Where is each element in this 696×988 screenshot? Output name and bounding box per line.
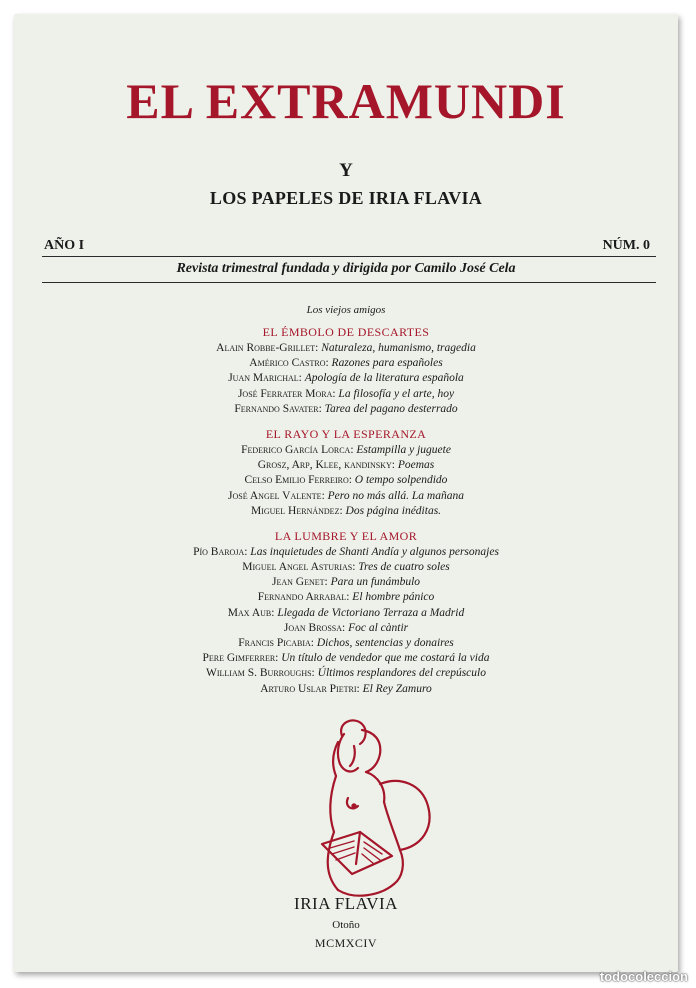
toc-author: Joan Brossa:: [283, 621, 346, 634]
toc-entry: [14, 560, 678, 575]
toc-heading: EL ÉMBOLO DE DESCARTES: [262, 325, 430, 339]
toc-author: Alain Robbe-Grillet:: [216, 342, 319, 354]
toc-entry: [14, 458, 678, 473]
publisher-name: IRIA FLAVIA: [294, 894, 398, 913]
magazine-title: EL EXTRAMUNDI: [126, 73, 566, 129]
toc-work: Dichos, sentencias y donaires: [316, 637, 454, 649]
toc-author: Arturo Uslar Pietri:: [260, 682, 360, 695]
toc-entry: [14, 473, 678, 488]
toc-work: Tarea del pagano desterrado: [324, 402, 458, 415]
toc-entry: [14, 545, 678, 560]
toc-entry: [14, 575, 678, 590]
table-of-contents: [14, 324, 678, 697]
toc-author: José Ferrater Mora:: [237, 387, 336, 400]
toc-work: Llegada de Victoriano Terraza a Madrid: [277, 606, 465, 619]
tagline: Revista trimestral fundada y dirigida por Camilo José Cela: [176, 261, 516, 276]
toc-author: Grosz, Arp, Klee, kandinsky:: [257, 459, 395, 472]
toc-work: La filosofía y el arte, hoy: [338, 387, 455, 400]
toc-work: El Rey Zamuro: [362, 682, 432, 695]
toc-heading: LA LUMBRE Y EL AMOR: [274, 528, 418, 543]
toc-author: José Angel Valente:: [228, 489, 325, 502]
toc-work: Poemas: [397, 459, 435, 472]
toc-work: Apología de la literatura española: [304, 372, 464, 385]
toc-work: Últimos resplandores del crepúsculo: [317, 667, 486, 680]
toc-entry: [14, 371, 678, 386]
reading-figure-illustration: [282, 714, 452, 914]
toc-entry: [14, 341, 678, 356]
toc-work: Estampilla y juguete: [356, 443, 451, 456]
toc-author: Celso Emilio Ferreiro:: [244, 474, 352, 487]
toc-work: Dos página inéditas.: [345, 504, 442, 517]
toc-entry: [14, 356, 678, 371]
toc-entry: [14, 489, 678, 504]
toc-work: Las inquietudes de Shanti Andía y algunos personajes: [250, 545, 499, 558]
toc-work: Naturaleza, humanismo, tragedia: [321, 342, 476, 354]
toc-entry: [14, 387, 678, 402]
year-label: AÑO I: [44, 238, 85, 253]
section-gap: [14, 519, 678, 528]
watermark-text: todocoleccion: [599, 969, 688, 984]
magazine-cover: [14, 14, 678, 972]
toc-author: Fernando Savater:: [234, 402, 322, 415]
toc-entry: [14, 504, 678, 519]
toc-work: Pero no más allá. La mañana: [327, 489, 464, 502]
toc-author: Max Aub:: [227, 606, 275, 619]
toc-entry: [14, 590, 678, 605]
toc-author: Pío Baroja:: [193, 545, 248, 558]
toc-work: Un título de vendedor que me costará la vida: [281, 652, 490, 665]
toc-entry: [14, 443, 678, 458]
season-label: Otoño: [332, 919, 360, 931]
magazine-subtitle: LOS PAPELES DE IRIA FLAVIA: [209, 188, 483, 208]
toc-author: Miguel Hernández:: [250, 504, 343, 517]
toc-author: Pere Gimferrer:: [202, 652, 279, 665]
toc-work: Para un funámbulo: [330, 576, 421, 589]
toc-entry: [14, 666, 678, 681]
toc-entry: [14, 636, 678, 651]
toc-author: Miguel Angel Asturias:: [242, 561, 356, 574]
toc-entry: [14, 621, 678, 636]
publication-year: MCMXCIV: [314, 936, 378, 950]
toc-author: Jean Genet:: [271, 576, 328, 589]
title-conjunction: Y: [339, 160, 353, 181]
toc-author: Fernando Arrabal:: [257, 591, 350, 604]
toc-entry: [14, 651, 678, 666]
toc-work: O tempo solpendido: [354, 474, 448, 487]
toc-entry: [14, 606, 678, 621]
toc-work: Tres de cuatro soles: [358, 561, 450, 574]
toc-work: Razones para españoles: [331, 357, 443, 370]
toc-heading: EL RAYO Y LA ESPERANZA: [265, 426, 427, 441]
toc-section-title: Los viejos amigos: [306, 304, 386, 316]
toc-entry: [14, 402, 678, 417]
issue-number: NÚM. 0: [602, 238, 650, 253]
header-rule-top: [42, 256, 656, 257]
toc-work: El hombre pánico: [352, 591, 435, 604]
toc-work: Foc al càntir: [348, 621, 409, 634]
toc-entry: [14, 682, 678, 697]
toc-author: Juan Marichal:: [228, 372, 302, 385]
header-rule-bottom: [42, 282, 656, 283]
toc-author: Federico García Lorca:: [241, 443, 354, 456]
toc-author: William S. Burroughs:: [206, 667, 315, 680]
toc-author: Francis Picabia:: [238, 637, 314, 649]
toc-author: Américo Castro:: [249, 357, 329, 370]
section-gap: [14, 417, 678, 426]
